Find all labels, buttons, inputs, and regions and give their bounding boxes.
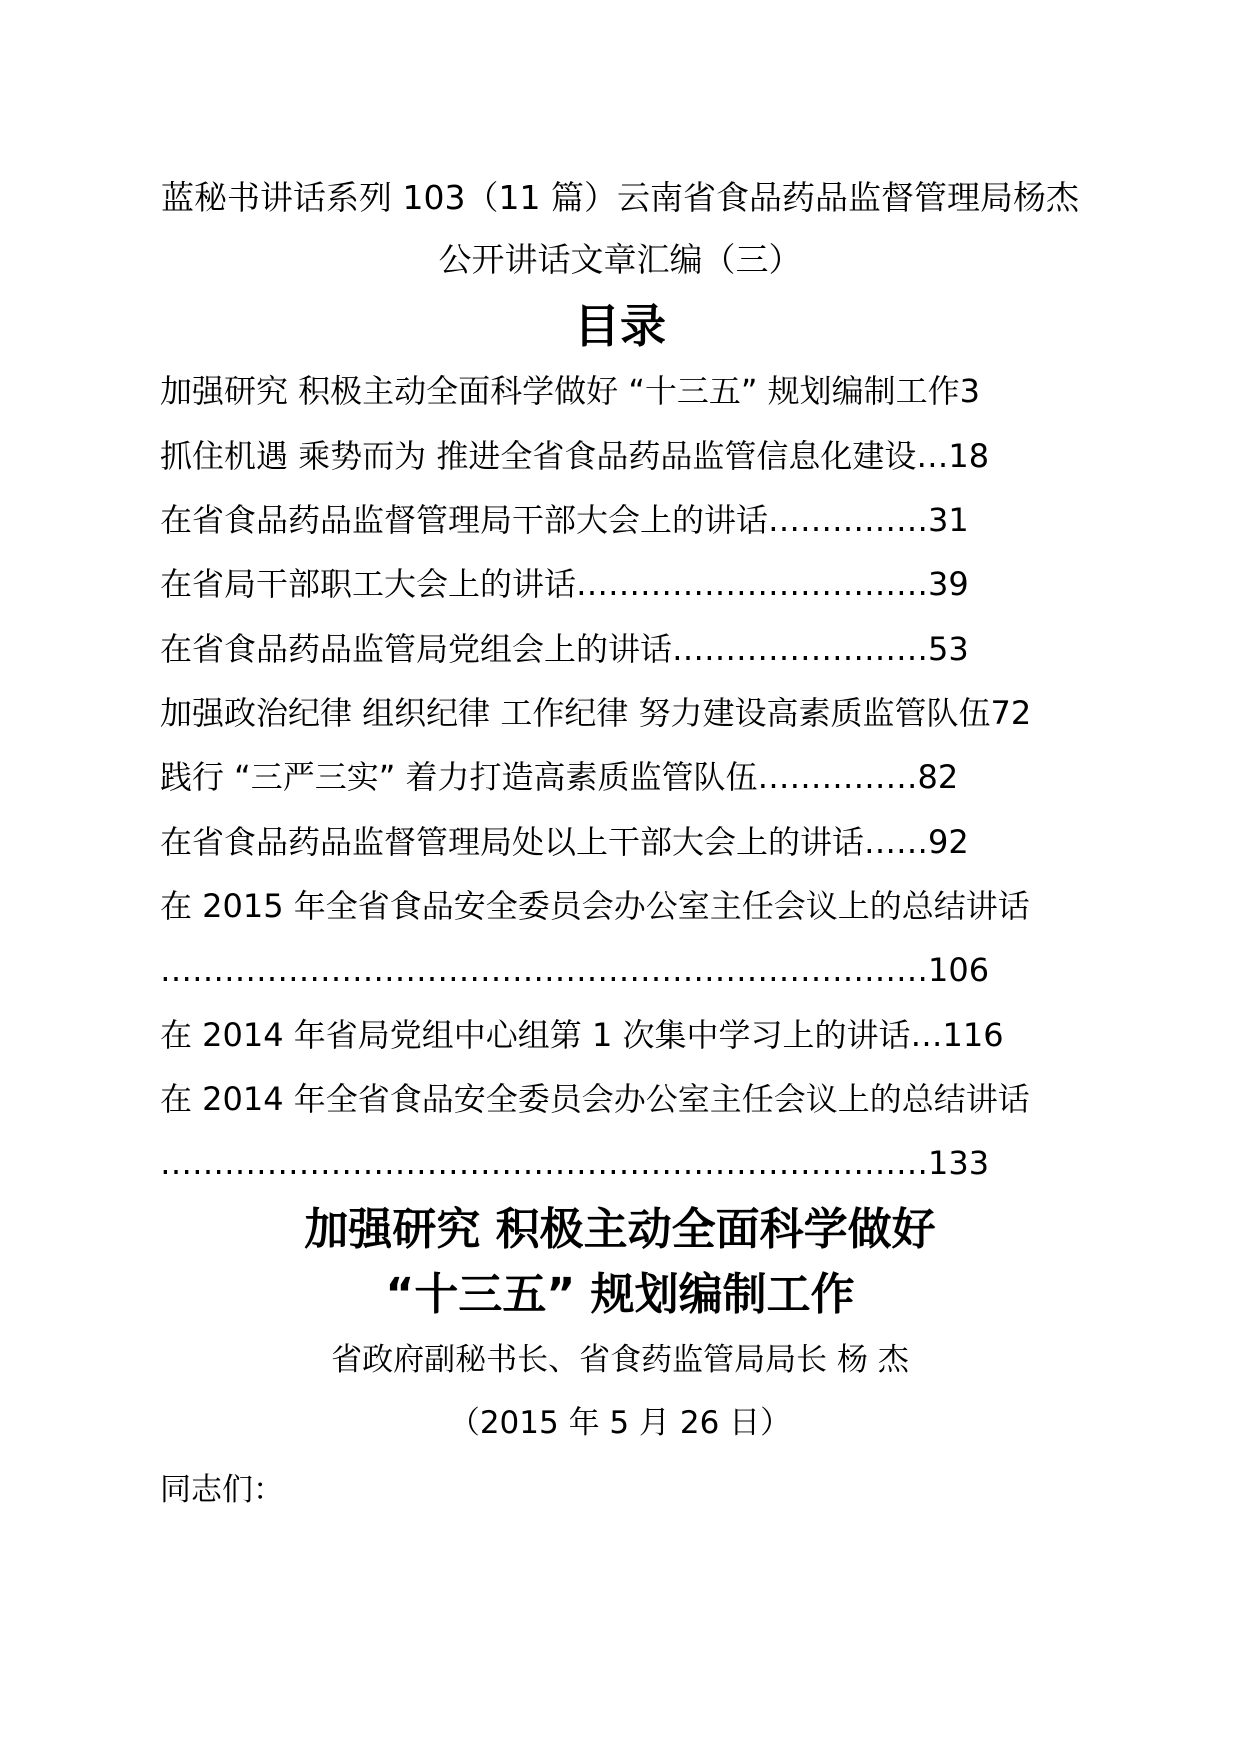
toc-entry[interactable]: 践行 “三严三实” 着力打造高素质监管队伍……………82 [160,758,959,796]
toc-entry-continuation[interactable]: ………………………………………………………………133 [160,1144,990,1182]
toc-entry[interactable]: 在 2014 年全省食品安全委员会办公室主任会议上的总结讲话 [160,1080,1030,1118]
toc-entry-continuation[interactable]: ………………………………………………………………106 [160,951,990,989]
toc-entry[interactable]: 在 2015 年全省食品安全委员会办公室主任会议上的总结讲话 [160,887,1030,925]
article-salutation: 同志们： [160,1472,284,1508]
toc-entry[interactable]: 加强政治纪律 组织纪律 工作纪律 努力建设高素质监管队伍72 [160,694,1032,732]
document-title-line-2: 公开讲话文章汇编（三） [438,240,802,279]
article-title-line-2: “十三五” 规划编制工作 [385,1269,855,1320]
toc-entry[interactable]: 在省食品药品监督管理局处以上干部大会上的讲话……92 [160,823,969,861]
toc-entry[interactable]: 抓住机遇 乘势而为 推进全省食品药品监管信息化建设…18 [160,437,990,475]
toc-entry[interactable]: 在省食品药品监督管理局干部大会上的讲话……………31 [160,501,969,539]
article-author: 省政府副秘书长、省食药监管局局长 杨 杰 [331,1342,909,1378]
toc-entry[interactable]: 加强研究 积极主动全面科学做好 “十三五” 规划编制工作3 [160,372,981,410]
article-date: （2015 年 5 月 26 日） [448,1405,792,1441]
article-title-line-1: 加强研究 积极主动全面科学做好 [304,1204,936,1255]
toc-entry[interactable]: 在省食品药品监管局党组会上的讲话……………………53 [160,630,969,668]
toc-heading: 目录 [574,299,666,353]
toc-entry[interactable]: 在 2014 年省局党组中心组第 1 次集中学习上的讲话…116 [160,1016,1004,1054]
document-title-line-1: 蓝秘书讲话系列 103（11 篇）云南省食品药品监督管理局杨杰 [161,178,1079,217]
toc-entry[interactable]: 在省局干部职工大会上的讲话……………………………39 [160,565,969,603]
